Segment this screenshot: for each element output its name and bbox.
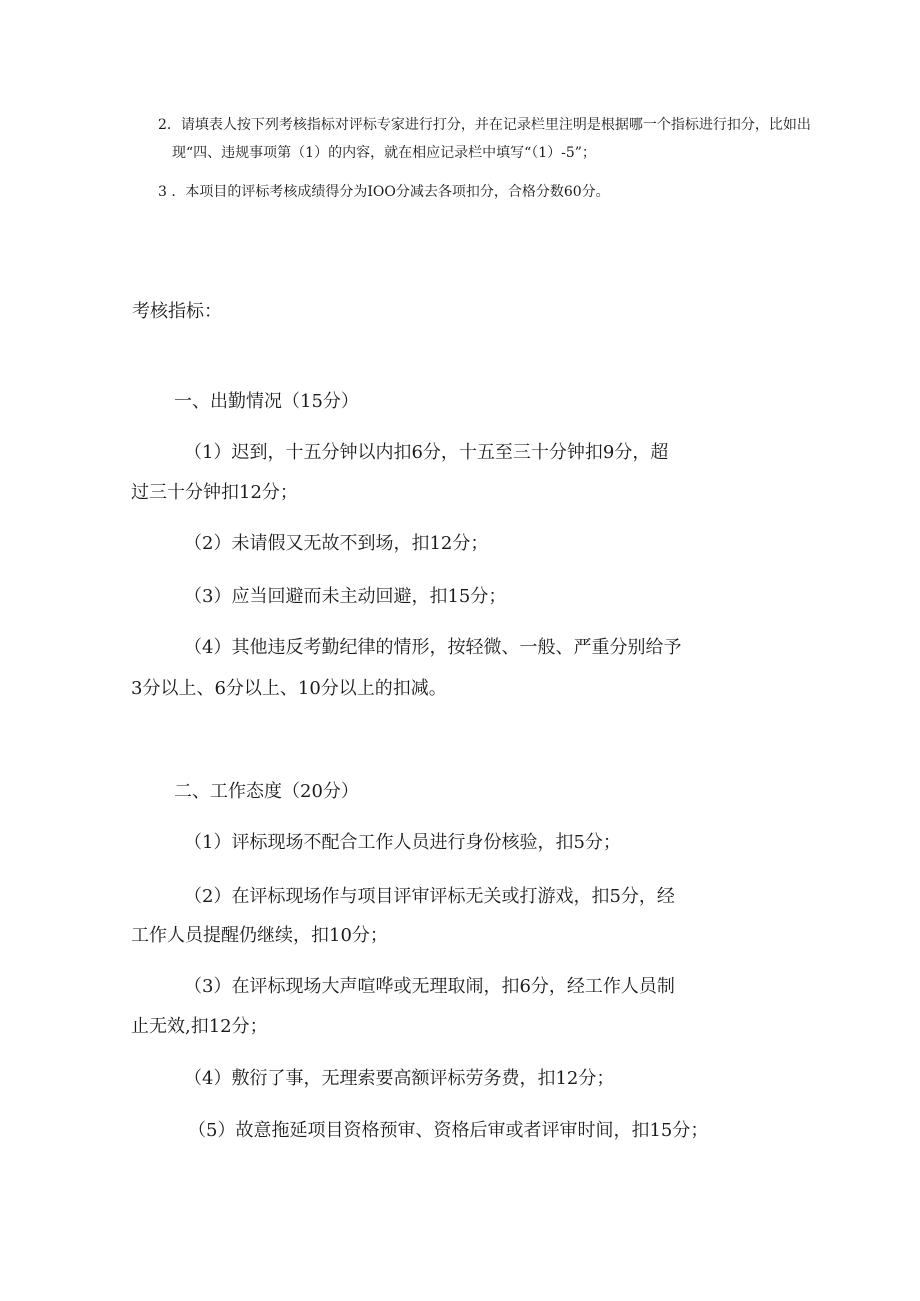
section-1-item-2: （2）未请假又无故不到场，扣12分；	[184, 533, 489, 554]
note-3: 3 ．本项目的评标考核成绩得分为IOO分减去各项扣分，合格分数60分。	[158, 184, 610, 200]
section-1-heading: 一、出勤情况（15分）	[174, 391, 359, 412]
section-2-heading: 二、工作态度（20分）	[174, 781, 359, 802]
indicators-title: 考核指标：	[132, 301, 222, 322]
note-2-line-1: 2．请填表人按下列考核指标对评标专家进行打分，并在记录栏里注明是根据哪一个指标进行扣分，比如出	[158, 117, 811, 133]
section-1-item-3: （3）应当回避而未主动回避，扣15分；	[184, 586, 507, 607]
note-2-line-2: 现“四、违规事项第（1）的内容，就在相应记录栏中填写“（1）-5”；	[172, 145, 596, 161]
section-2-item-4: （4）敷衍了事，无理索要高额评标劳务费，扣12分；	[184, 1068, 615, 1089]
section-1-item-4-line-1: （4）其他违反考勤纪律的情形，按轻微、一般、严重分别给予	[184, 637, 682, 658]
section-1-item-4-line-2: 3分以上、6分以上、10分以上的扣减。	[131, 678, 447, 699]
section-2-item-3-line-2: 止无效,扣12分；	[131, 1016, 268, 1037]
section-1-item-1-line-1: （1）迟到，十五分钟以内扣6分，十五至三十分钟扣9分，超	[184, 442, 669, 463]
section-1-item-1-line-2: 过三十分钟扣12分；	[131, 482, 298, 503]
section-2-item-2-line-2: 工作人员提醒仍继续，扣10分；	[131, 925, 388, 946]
section-2-item-2-line-1: （2）在评标现场作与项目评审评标无关或打游戏，扣5分，经	[184, 886, 675, 907]
section-2-item-5: （5）故意拖延项目资格预审、资格后审或者评审时间，扣15分；	[188, 1120, 709, 1141]
section-2-item-1: （1）评标现场不配合工作人员进行身份核验，扣5分；	[184, 832, 621, 853]
section-2-item-3-line-1: （3）在评标现场大声喧哗或无理取闹，扣6分，经工作人员制	[184, 976, 675, 997]
